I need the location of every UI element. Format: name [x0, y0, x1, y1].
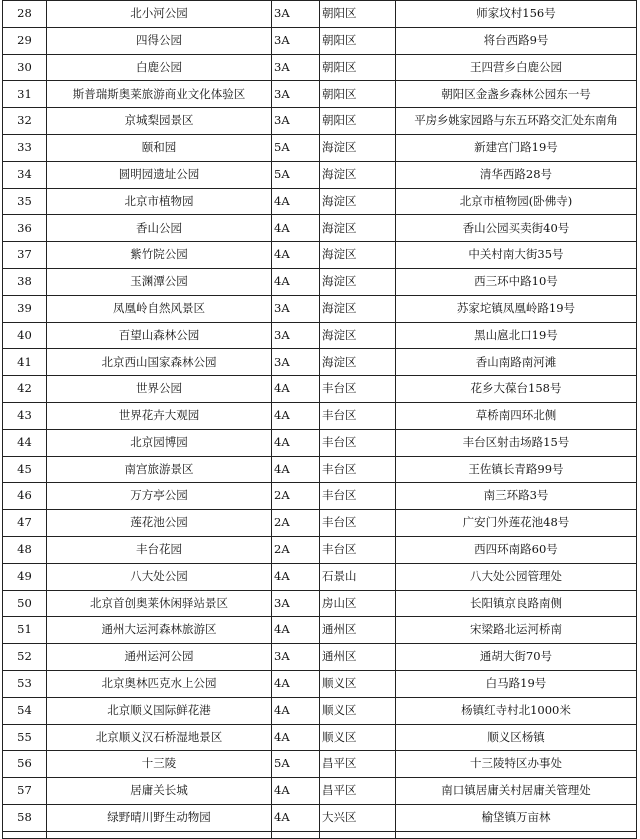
rating-level-cell: 2A — [272, 483, 320, 510]
rating-level-cell: 2A — [272, 536, 320, 563]
address-cell: 宋梁路北运河桥南 — [396, 617, 637, 644]
row-number-cell: 37 — [3, 242, 47, 269]
table-row — [3, 295, 637, 322]
rating-level-cell: 4A — [272, 376, 320, 403]
table-row — [3, 81, 637, 108]
scenic-name-cell: 紫竹院公园 — [47, 242, 272, 269]
row-number-cell: 32 — [3, 108, 47, 135]
table-row — [3, 134, 637, 161]
scenic-name-cell: 凤凰岭自然风景区 — [47, 295, 272, 322]
row-number-cell: 36 — [3, 215, 47, 242]
empty-cell — [47, 831, 272, 838]
row-number-cell: 44 — [3, 429, 47, 456]
rating-level-cell: 4A — [272, 778, 320, 805]
district-cell: 朝阳区 — [320, 81, 396, 108]
table-row — [3, 108, 637, 135]
row-number-cell: 40 — [3, 322, 47, 349]
scenic-name-cell: 斯普瑞斯奥莱旅游商业文化体验区 — [47, 81, 272, 108]
address-cell: 广安门外莲花池48号 — [396, 510, 637, 537]
scenic-name-cell: 丰台花园 — [47, 536, 272, 563]
address-cell: 南口镇居庸关村居庸关管理处 — [396, 778, 637, 805]
empty-cell — [396, 831, 637, 838]
address-cell: 十三陵特区办事处 — [396, 751, 637, 778]
scenic-name-cell: 京城梨园景区 — [47, 108, 272, 135]
table-row — [3, 724, 637, 751]
table-row — [3, 483, 637, 510]
district-cell: 顺义区 — [320, 670, 396, 697]
address-cell: 花乡大葆台158号 — [396, 376, 637, 403]
row-number-cell: 42 — [3, 376, 47, 403]
row-number-cell: 49 — [3, 563, 47, 590]
row-number-cell: 53 — [3, 670, 47, 697]
scenic-name-cell: 北京园博园 — [47, 429, 272, 456]
scenic-name-cell: 居庸关长城 — [47, 778, 272, 805]
scenic-name-cell: 八大处公园 — [47, 563, 272, 590]
rating-level-cell: 4A — [272, 268, 320, 295]
table-row — [3, 697, 637, 724]
table-row — [3, 376, 637, 403]
district-cell: 海淀区 — [320, 134, 396, 161]
scenic-name-cell: 万方亭公园 — [47, 483, 272, 510]
row-number-cell: 41 — [3, 349, 47, 376]
row-number-cell: 50 — [3, 590, 47, 617]
table-row — [3, 429, 637, 456]
scenic-name-cell: 北京西山国家森林公园 — [47, 349, 272, 376]
rating-level-cell: 3A — [272, 644, 320, 671]
scenic-name-cell: 南宫旅游景区 — [47, 456, 272, 483]
scenic-name-cell: 通州运河公园 — [47, 644, 272, 671]
district-cell: 海淀区 — [320, 349, 396, 376]
district-cell: 海淀区 — [320, 268, 396, 295]
table-row — [3, 536, 637, 563]
rating-level-cell: 4A — [272, 804, 320, 831]
district-cell: 海淀区 — [320, 188, 396, 215]
district-cell: 丰台区 — [320, 456, 396, 483]
scenic-name-cell: 四得公园 — [47, 27, 272, 54]
table-row — [3, 670, 637, 697]
scenic-name-cell: 绿野晴川野生动物园 — [47, 804, 272, 831]
district-cell: 朝阳区 — [320, 108, 396, 135]
table-row — [3, 510, 637, 537]
table-row — [3, 188, 637, 215]
address-cell: 香山公园买卖街40号 — [396, 215, 637, 242]
address-cell: 清华西路28号 — [396, 161, 637, 188]
address-cell: 新建宫门路19号 — [396, 134, 637, 161]
table-row — [3, 27, 637, 54]
table-row-cut-off — [3, 831, 637, 838]
address-cell: 通胡大街70号 — [396, 644, 637, 671]
empty-cell — [272, 831, 320, 838]
address-cell: 王佐镇长青路99号 — [396, 456, 637, 483]
rating-level-cell: 2A — [272, 510, 320, 537]
scenic-name-cell: 玉渊潭公园 — [47, 268, 272, 295]
row-number-cell: 35 — [3, 188, 47, 215]
district-cell: 丰台区 — [320, 536, 396, 563]
row-number-cell: 56 — [3, 751, 47, 778]
rating-level-cell: 3A — [272, 27, 320, 54]
scenic-name-cell: 北京市植物园 — [47, 188, 272, 215]
district-cell: 海淀区 — [320, 242, 396, 269]
rating-level-cell: 3A — [272, 81, 320, 108]
scenic-name-cell: 香山公园 — [47, 215, 272, 242]
table-row — [3, 215, 637, 242]
district-cell: 昌平区 — [320, 751, 396, 778]
table-row — [3, 644, 637, 671]
address-cell: 中关村南大街35号 — [396, 242, 637, 269]
district-cell: 丰台区 — [320, 510, 396, 537]
address-cell: 顺义区杨镇 — [396, 724, 637, 751]
address-cell: 长阳镇京良路南侧 — [396, 590, 637, 617]
rating-level-cell: 3A — [272, 349, 320, 376]
address-cell: 杨镇红寺村北1000米 — [396, 697, 637, 724]
address-cell: 平房乡姚家园路与东五环路交汇处东南角 — [396, 108, 637, 135]
district-cell: 大兴区 — [320, 804, 396, 831]
rating-level-cell: 5A — [272, 161, 320, 188]
district-cell: 丰台区 — [320, 402, 396, 429]
scenic-name-cell: 白鹿公园 — [47, 54, 272, 81]
district-cell: 海淀区 — [320, 215, 396, 242]
rating-level-cell: 4A — [272, 697, 320, 724]
scenic-name-cell: 圆明园遗址公园 — [47, 161, 272, 188]
table-row — [3, 1, 637, 28]
scenic-name-cell: 百望山森林公园 — [47, 322, 272, 349]
address-cell: 北京市植物园(卧佛寺) — [396, 188, 637, 215]
address-cell: 南三环路3号 — [396, 483, 637, 510]
scenic-name-cell: 莲花池公园 — [47, 510, 272, 537]
rating-level-cell: 4A — [272, 429, 320, 456]
rating-level-cell: 4A — [272, 617, 320, 644]
row-number-cell: 55 — [3, 724, 47, 751]
address-cell: 草桥南四环北侧 — [396, 402, 637, 429]
row-number-cell: 30 — [3, 54, 47, 81]
table-row — [3, 402, 637, 429]
address-cell: 王四营乡白鹿公园 — [396, 54, 637, 81]
table-body — [3, 1, 637, 839]
row-number-cell: 43 — [3, 402, 47, 429]
rating-level-cell: 4A — [272, 563, 320, 590]
address-cell: 苏家坨镇凤凰岭路19号 — [396, 295, 637, 322]
address-cell: 榆垡镇万亩林 — [396, 804, 637, 831]
row-number-cell: 28 — [3, 1, 47, 28]
row-number-cell: 48 — [3, 536, 47, 563]
address-cell: 白马路19号 — [396, 670, 637, 697]
table-row — [3, 349, 637, 376]
row-number-cell: 54 — [3, 697, 47, 724]
row-number-cell: 29 — [3, 27, 47, 54]
address-cell: 西三环中路10号 — [396, 268, 637, 295]
scenic-name-cell: 十三陵 — [47, 751, 272, 778]
scenic-name-cell: 北京首创奥莱休闲驿站景区 — [47, 590, 272, 617]
rating-level-cell: 3A — [272, 295, 320, 322]
table-row — [3, 563, 637, 590]
table-row — [3, 54, 637, 81]
scenic-name-cell: 颐和园 — [47, 134, 272, 161]
table-row — [3, 161, 637, 188]
address-cell: 黑山扈北口19号 — [396, 322, 637, 349]
scenic-name-cell: 北京顺义国际鲜花港 — [47, 697, 272, 724]
scenic-name-cell: 北小河公园 — [47, 1, 272, 28]
table-row — [3, 751, 637, 778]
row-number-cell: 31 — [3, 81, 47, 108]
row-number-cell: 45 — [3, 456, 47, 483]
address-cell: 香山南路南河滩 — [396, 349, 637, 376]
rating-level-cell: 4A — [272, 456, 320, 483]
row-number-cell: 38 — [3, 268, 47, 295]
row-number-cell: 58 — [3, 804, 47, 831]
rating-level-cell: 4A — [272, 724, 320, 751]
rating-level-cell: 4A — [272, 215, 320, 242]
scenic-name-cell: 北京顺义汉石桥湿地景区 — [47, 724, 272, 751]
district-cell: 朝阳区 — [320, 27, 396, 54]
empty-cell — [3, 831, 47, 838]
rating-level-cell: 3A — [272, 1, 320, 28]
district-cell: 海淀区 — [320, 161, 396, 188]
rating-level-cell: 3A — [272, 108, 320, 135]
scenic-spots-table — [2, 0, 637, 839]
district-cell: 通州区 — [320, 644, 396, 671]
district-cell: 朝阳区 — [320, 54, 396, 81]
rating-level-cell: 3A — [272, 54, 320, 81]
scenic-name-cell: 世界公园 — [47, 376, 272, 403]
rating-level-cell: 5A — [272, 751, 320, 778]
rating-level-cell: 4A — [272, 402, 320, 429]
table-row — [3, 590, 637, 617]
row-number-cell: 39 — [3, 295, 47, 322]
table-row — [3, 322, 637, 349]
district-cell: 朝阳区 — [320, 1, 396, 28]
row-number-cell: 34 — [3, 161, 47, 188]
address-cell: 师家坟村156号 — [396, 1, 637, 28]
table-row — [3, 804, 637, 831]
district-cell: 丰台区 — [320, 429, 396, 456]
scenic-name-cell: 北京奥林匹克水上公园 — [47, 670, 272, 697]
table-row — [3, 617, 637, 644]
rating-level-cell: 3A — [272, 322, 320, 349]
district-cell: 丰台区 — [320, 483, 396, 510]
district-cell: 通州区 — [320, 617, 396, 644]
district-cell: 石景山 — [320, 563, 396, 590]
row-number-cell: 52 — [3, 644, 47, 671]
table-row — [3, 456, 637, 483]
district-cell: 房山区 — [320, 590, 396, 617]
scenic-name-cell: 世界花卉大观园 — [47, 402, 272, 429]
address-cell: 丰台区射击场路15号 — [396, 429, 637, 456]
table-row — [3, 242, 637, 269]
address-cell: 八大处公园管理处 — [396, 563, 637, 590]
address-cell: 将台西路9号 — [396, 27, 637, 54]
empty-cell — [320, 831, 396, 838]
district-cell: 海淀区 — [320, 322, 396, 349]
address-cell: 朝阳区金盏乡森林公园东一号 — [396, 81, 637, 108]
row-number-cell: 33 — [3, 134, 47, 161]
district-cell: 昌平区 — [320, 778, 396, 805]
district-cell: 海淀区 — [320, 295, 396, 322]
district-cell: 丰台区 — [320, 376, 396, 403]
row-number-cell: 51 — [3, 617, 47, 644]
table-row — [3, 778, 637, 805]
row-number-cell: 57 — [3, 778, 47, 805]
rating-level-cell: 4A — [272, 242, 320, 269]
address-cell: 西四环南路60号 — [396, 536, 637, 563]
rating-level-cell: 4A — [272, 670, 320, 697]
row-number-cell: 47 — [3, 510, 47, 537]
rating-level-cell: 4A — [272, 188, 320, 215]
rating-level-cell: 5A — [272, 134, 320, 161]
rating-level-cell: 3A — [272, 590, 320, 617]
scenic-name-cell: 通州大运河森林旅游区 — [47, 617, 272, 644]
row-number-cell: 46 — [3, 483, 47, 510]
table-row — [3, 268, 637, 295]
district-cell: 顺义区 — [320, 697, 396, 724]
district-cell: 顺义区 — [320, 724, 396, 751]
